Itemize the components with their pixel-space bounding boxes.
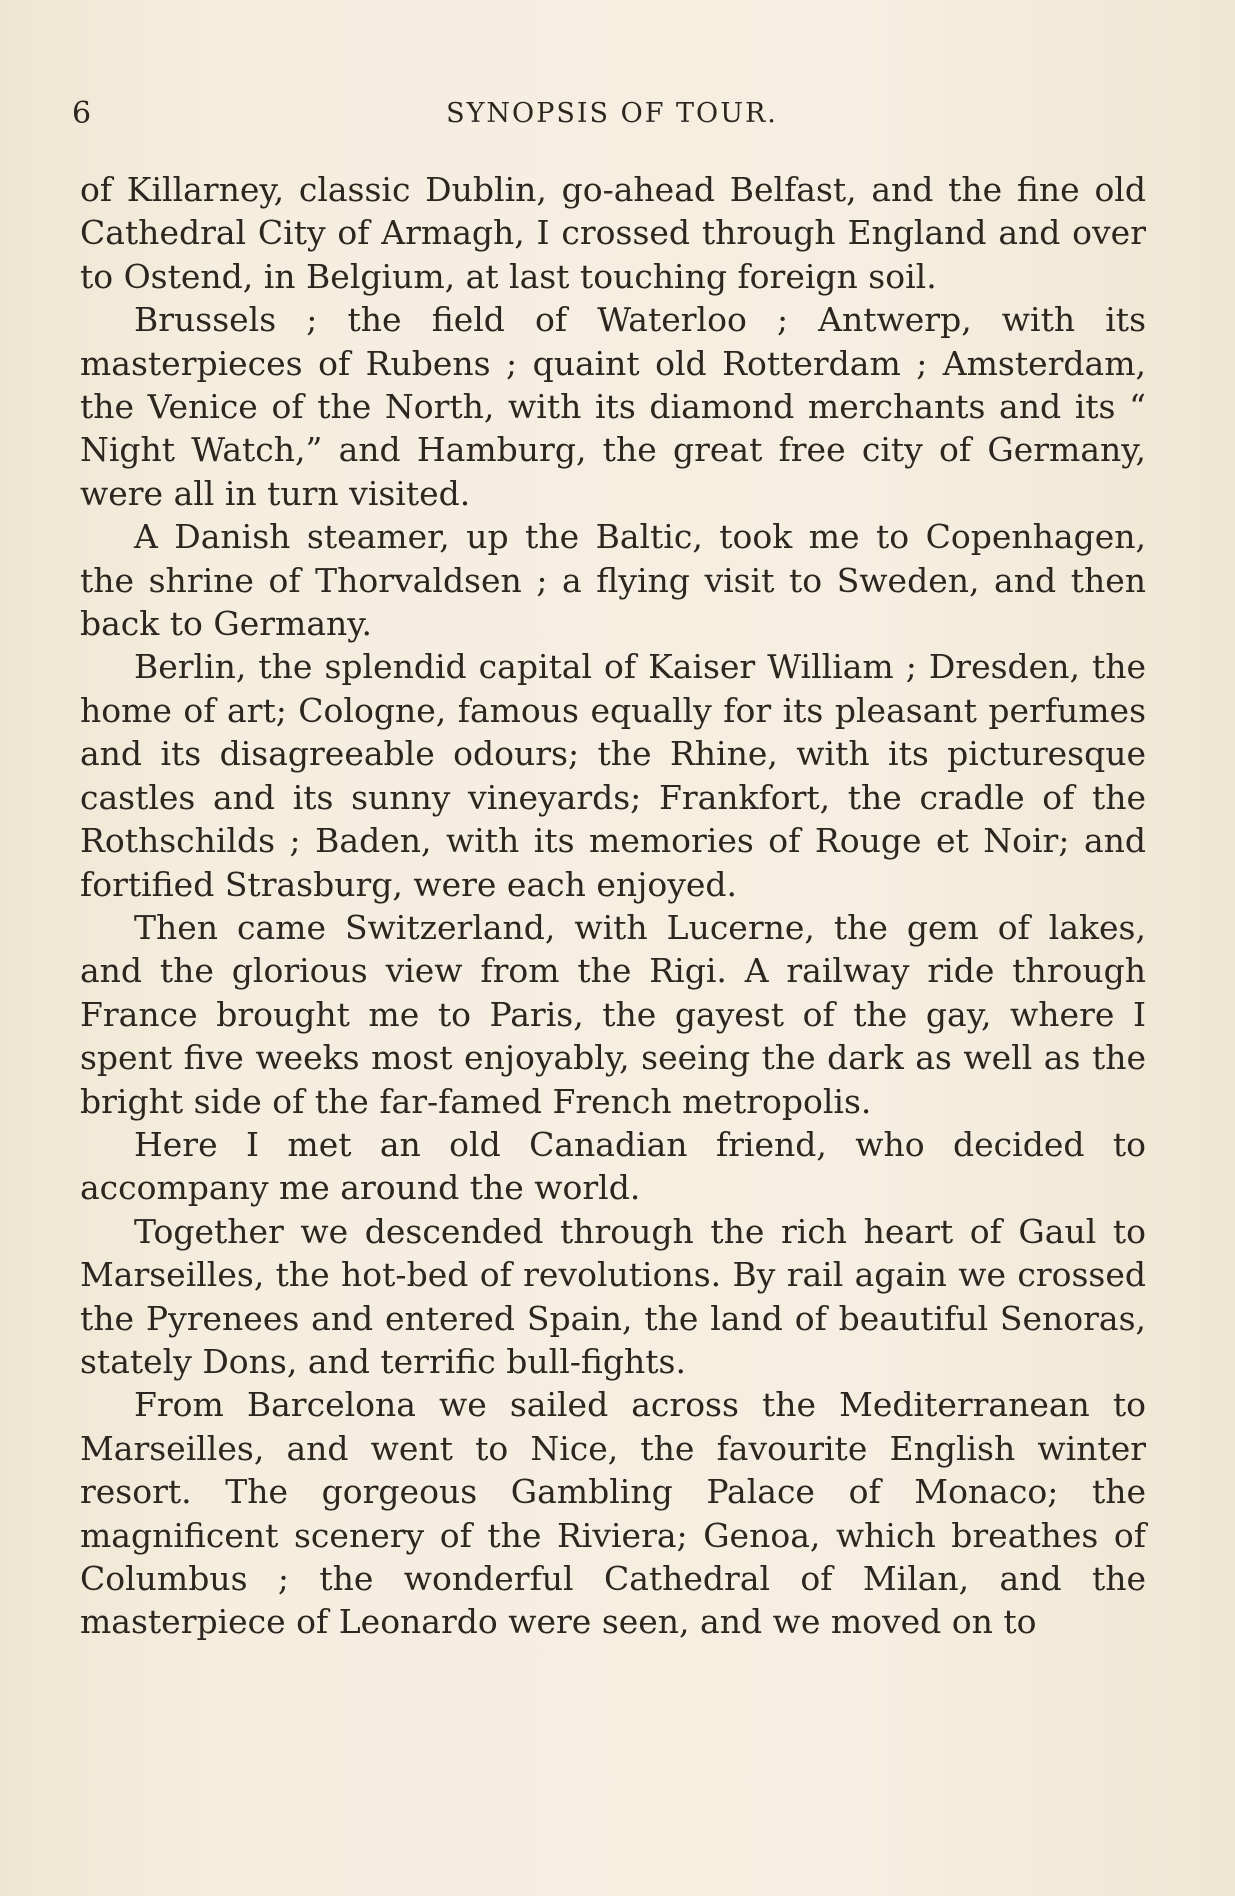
page-number: 6 bbox=[72, 96, 93, 131]
page-header bbox=[72, 96, 1152, 136]
paragraph: From Barcelona we sailed across the Mediterranean to Marseilles, and went to Nice, the favourite English winter resort. The gorgeous Gambling Palace of Monaco; the magnificent scenery of the Riviera; Genoa, which breathes of Columbus ; the wonderful Cathedral of Milan, and the masterpiece of Leonardo were seen, and we moved on to bbox=[80, 1385, 1146, 1642]
paragraph: A Danish steamer, up the Baltic, took me to Copenhagen, the shrine of Thorvaldsen ; a flying visit to Sweden, and then back to Germany. bbox=[80, 517, 1146, 644]
paragraph: Together we descended through the rich heart of Gaul to Marseilles, the hot-bed of revolutions. By rail again we crossed the Pyrenees and entered Spain, the land of beautiful Senoras, stately Dons, and terrific bull-fights. bbox=[80, 1211, 1146, 1381]
paragraph: Here I met an old Canadian friend, who decided to accompany me around the world. bbox=[80, 1124, 1146, 1208]
paragraph: Berlin, the splendid capital of Kaiser William ; Dresden, the home of art; Cologne, famous equally for its pleasant perfumes and its disagreeable odours; the Rhine, with its picturesque castles and its sunny vineyards; Frankfort, the cradle of the Rothschilds ; Baden, with its memories of Rouge et Noir; and fortified Strasburg, were each enjoyed. bbox=[80, 647, 1146, 904]
body-text bbox=[80, 168, 1146, 1644]
paragraph: Brussels ; the field of Waterloo ; Antwerp, with its masterpieces of Rubens ; quaint old Rotterdam ; Amsterdam, the Venice of the North, with its diamond merchants and its “ Night Watch,” and Hamburg, the great free city of Germany, were all in turn visited. bbox=[80, 300, 1146, 513]
paragraph: of Killarney, classic Dublin, go-ahead Belfast, and the fine old Cathedral City of Armagh, I crossed through England and over to Ostend, in Belgium, at last touching foreign soil. bbox=[80, 170, 1146, 296]
paragraph: Then came Switzerland, with Lucerne, the gem of lakes, and the glorious view from the Rigi. A railway ride through France brought me to Paris, the gayest of the gay, where I spent five weeks most enjoyably, seeing the dark as well as the bright side of the far-famed French metropolis. bbox=[80, 907, 1146, 1121]
running-head: SYNOPSIS OF TOUR. bbox=[446, 98, 778, 129]
